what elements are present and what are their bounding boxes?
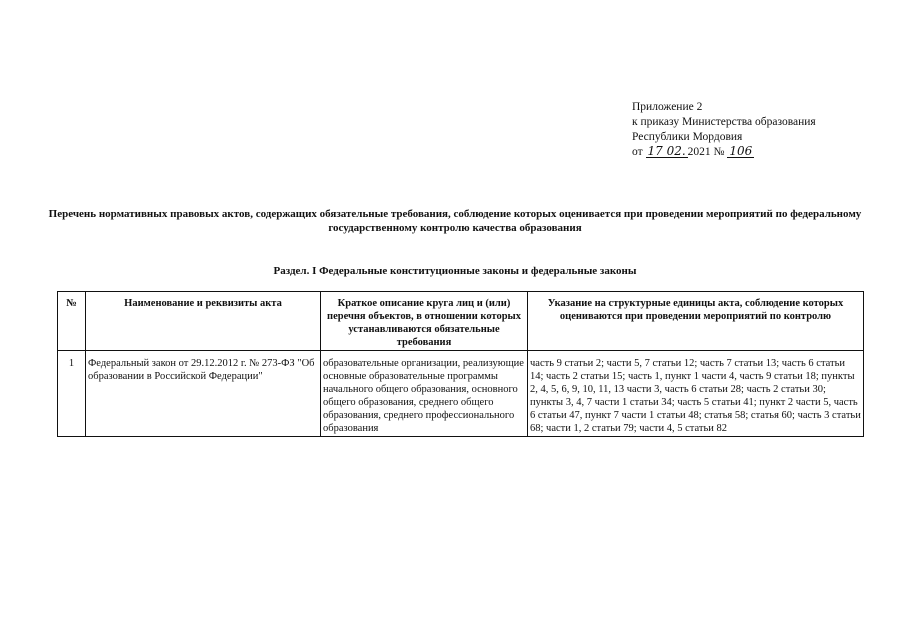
- header-number: №: [58, 292, 86, 351]
- appendix-header: [632, 100, 816, 160]
- appendix-line-3: Республики Мордовия: [632, 131, 743, 143]
- cell-number: 1: [58, 351, 86, 437]
- section-title: Раздел. I Федеральные конституционные законы и федеральные законы: [273, 265, 637, 277]
- appendix-date-line: [632, 145, 816, 160]
- cell-act: Федеральный закон от 29.12.2012 г. № 273-ФЗ "Об образовании в Российской Федерации": [86, 351, 321, 437]
- cell-subjects: образовательные организации, реализующие основные образовательные программы начального общего образования, основного общего образования, среднего общего образования, среднего профессионального образования: [321, 351, 528, 437]
- handwritten-order-number: 106: [729, 144, 753, 158]
- table-header-row: [58, 292, 864, 351]
- appendix-line-1: Приложение 2: [632, 101, 703, 113]
- header-subjects: Краткое описание круга лиц и (или) перечня объектов, в отношении которых устанавливаются обязательные требования: [321, 292, 528, 351]
- table-row: [58, 351, 864, 437]
- appendix-line-2: к приказу Министерства образования: [632, 116, 816, 128]
- handwritten-date: 17 02.: [647, 144, 686, 158]
- document-title: Перечень нормативных правовых актов, содержащих обязательные требования, соблюдение которых оценивается при проведении мероприятий по федеральному государственному контролю качества образования: [48, 208, 862, 234]
- date-prefix: от: [632, 146, 643, 158]
- header-units: Указание на структурные единицы акта, соблюдение которых оцениваются при проведении мероприятий по контролю: [528, 292, 864, 351]
- date-year: 2021 №: [687, 146, 725, 158]
- acts-table: [57, 291, 864, 437]
- header-act: Наименование и реквизиты акта: [86, 292, 321, 351]
- cell-units: часть 9 статьи 2; части 5, 7 статьи 12; часть 7 статьи 13; часть 6 статьи 14; часть 2 статьи 15; часть 1, пункт 1 части 4, часть 9 статьи 18; пункты 2, 4, 5, 6, 9, 10, 11, 13 части 3, часть 6 статьи 28; часть 2 статьи 30; пункты 3, 4, 7 части 1 статьи 34; часть 5 статьи 41; пункт 2 части 5, часть 6 статьи 47, пункт 7 части 1 статьи 48; статья 58; статья 60; часть 3 статьи 68; части 1, 2 статьи 79; части 4, 5 статьи 82: [528, 351, 864, 437]
